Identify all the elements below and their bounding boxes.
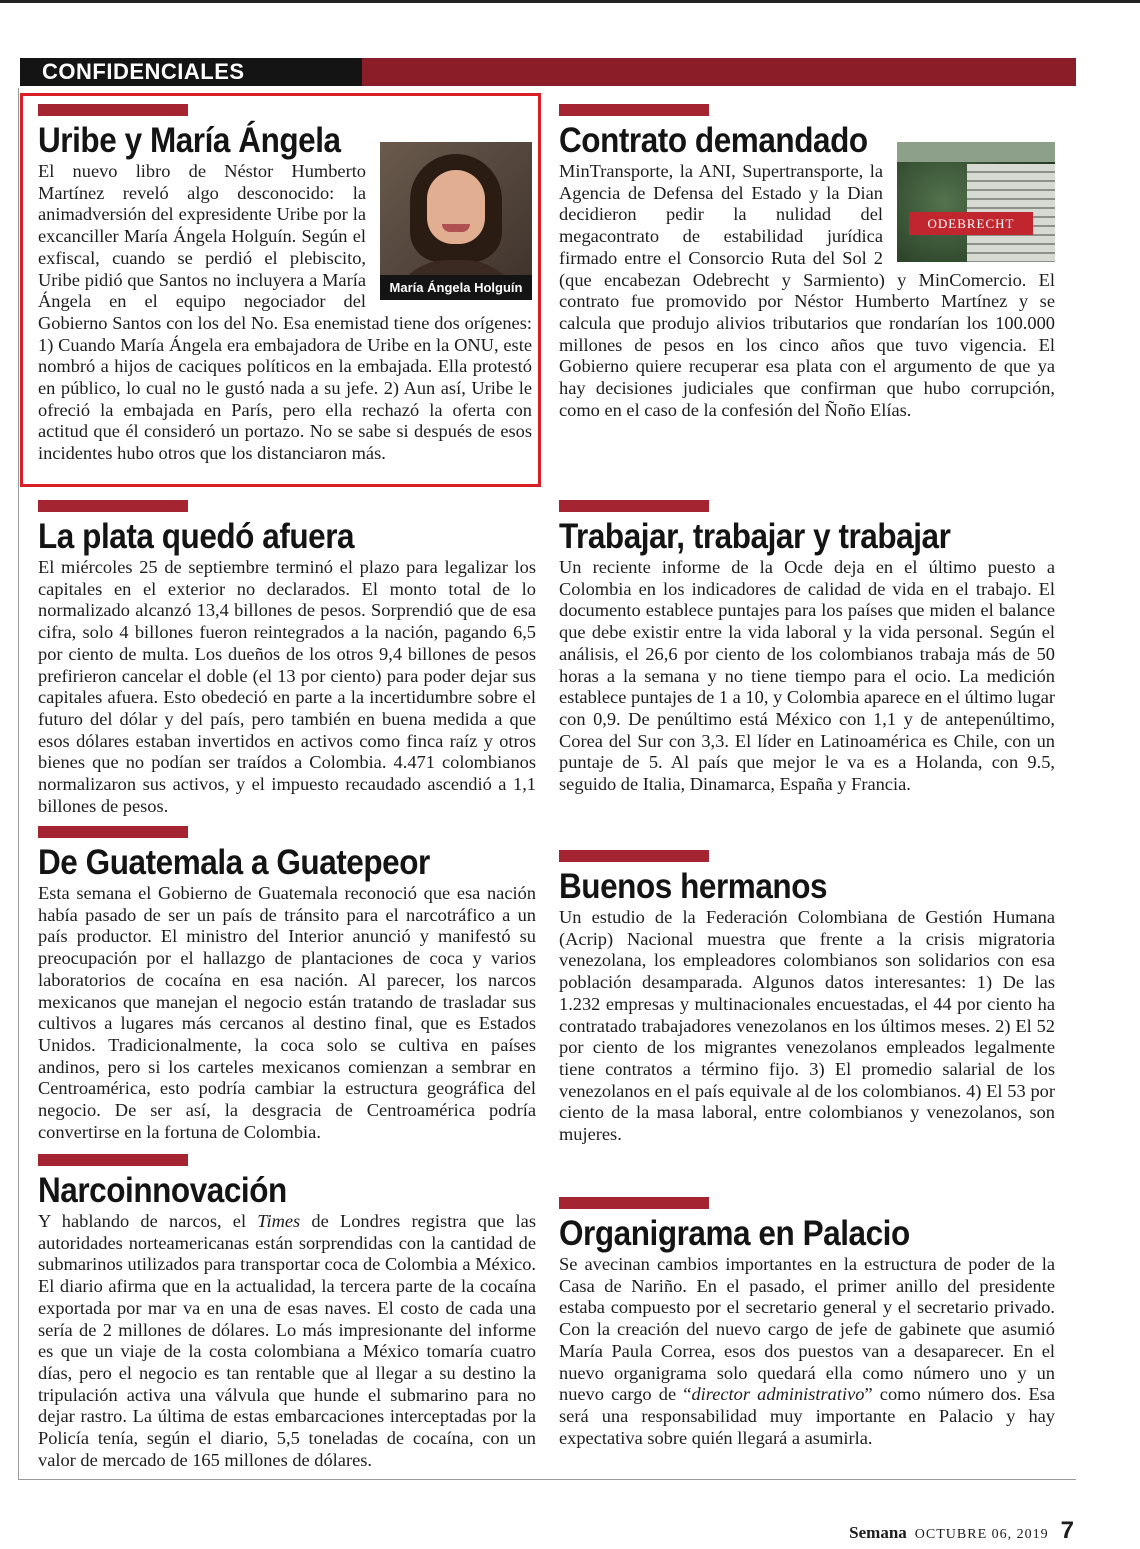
article-body [559, 1254, 1055, 1449]
headline: Contrato demandado [559, 121, 868, 160]
section-bar [38, 500, 188, 512]
issue-date: OCTUBRE 06, 2019 [914, 1527, 1049, 1542]
article-narco [38, 1154, 536, 1471]
headline: Organigrama en Palacio [559, 1214, 910, 1253]
headline: Trabajar, trabajar y trabajar [559, 517, 951, 556]
article-body: Un estudio de la Federación Colombiana de Gestión Humana (Acrip) Nacional muestra que frente a la crisis migratoria venezolana, los empleadores colombianos son solidarios con esa población desamparada. Algunos datos interesantes: 1) De las 1.232 empresas y multinacionales encuestadas, el 44 por ciento ha contratado trabajadores venezolanos en los últimos meses. 2) El 52 por ciento de los migrantes venezolanos empleados legalmente tiene contratos a término fijo. 3) El promedio salarial de los venezolanos en el país equivale al de los colombianos. 4) El 53 por ciento de la masa laboral, entre colombianos y venezolanos, son mujeres. [559, 907, 1055, 1145]
headline: Uribe y María Ángela [38, 121, 341, 160]
section-bar [38, 104, 188, 116]
body-text: Y hablando de narcos, el [38, 1211, 258, 1231]
newspaper-name: Times [257, 1211, 301, 1231]
headline: De Guatemala a Guatepeor [38, 843, 430, 882]
portrait-image [380, 142, 532, 300]
article-contrato [559, 104, 1055, 421]
article-plata [38, 500, 536, 817]
section-bar [559, 500, 709, 512]
page-left-rule [18, 88, 19, 1480]
body-text: de Londres registra que las autoridades norteamericanas están sorprendidas con la cantidad de submarinos utilizados para transportar coca de Colombia a México. El diario afirma que en la actualidad, la tercera parte de la cocaína exportada por mar va en una de esas naves. El costo de cada una sería de 2 millones de dólares. Lo más impresionante del informe es que un viaje de la costa colombiana a México tomaría cuatro días, pero el negocio es tan rentable que al llegar a su destino la tripulación activa una válvula que hunde el submarino para no dejar rastro. La última de estas embarcaciones interceptadas por la Policía tenía, según el diario, 5,5 toneladas de cocaína, con un valor de mercado de 165 millones de dólares. [38, 1211, 536, 1470]
headline: Buenos hermanos [559, 867, 828, 906]
section-bar [559, 104, 709, 116]
photo-caption: María Ángela Holguín [380, 275, 532, 300]
magazine-name: Semana [849, 1523, 907, 1542]
top-rule [0, 0, 1140, 3]
article-trabajar [559, 500, 1055, 796]
photo-odebrecht [897, 142, 1055, 262]
section-bar [559, 850, 709, 862]
article-uribe [38, 104, 532, 465]
section-banner [20, 58, 1076, 86]
headline: Narcoinnovación [38, 1171, 287, 1210]
article-body [38, 1211, 536, 1471]
article-guatemala [38, 826, 536, 1143]
article-body: El nuevo libro de Néstor Humberto Martínez reveló algo desconocido: la animadversión del expresidente Uribe por la excanciller María Ángela Holguín. Según el exfiscal, cuando se perdió el plebiscito, Uribe pidió que Santos no incluyera a María Ángela en el equipo negociador del Gobierno Santos con los del No. Esa enemistad tiene dos orígenes: 1) Cuando María Ángela era embajadora de Uribe en la ONU, este nombró a hijos de caciques políticos en la embajada. Ella protestó en público, lo cual no le gustó nada a su jefe. 2) Aun así, Uribe le ofreció la embajada en París, pero ella rechazó la oferta con actitud que él consideró un portazo. No se sabe si después de esos incidentes hubo otros que los distanciaron más. [38, 161, 532, 464]
section-label: CONFIDENCIALES [20, 58, 362, 86]
article-body: El miércoles 25 de septiembre terminó el plazo para legalizar los capitales en el exterior no declarados. El monto total de lo normalizado alcanzó 13,4 billones de pesos. Sorprendió que de esa cifra, solo 4 billones fueron reintegrados a la nación, pagando 6,5 por ciento de multa. Los dueños de los otros 9,4 billones de pesos prefirieron cancelar el doble (el 13 por ciento) para poder dejar sus capitales afuera. Esto obedeció en parte a la incertidumbre sobre el futuro del dólar y del país, pero también en buena medida a que esos dólares estaban invertidos en activos como finca raíz y otros bienes que no podían ser traídos a Colombia. 4.471 colombianos normalizaron sus activos, y el impuesto recaudado ascendió a 1,1 billones de pesos. [38, 557, 536, 816]
photo-maria-angela [380, 142, 532, 300]
quoted-title: director administrativo [691, 1384, 865, 1405]
article-body: MinTransporte, la ANI, Supertransporte, la Agencia de Defensa del Estado y la Dian decidieron pedir la nulidad del megacontrato de estabilidad jurídica firmado entre el Consorcio Ruta del Sol 2 (que encabezan Odebrecht y Sarmiento) y MinComercio. El contrato fue promovido por Néstor Humberto Martínez y se calcula que produjo alivios tributarios que rondarían los 100.000 millones de pesos en los cinco años que tuvo vigencia. El Gobierno quiere recuperar esa plata con el argumento de que ya hay decisiones judiciales que confirman que hubo corrupción, como en el caso de la confesión del Ñoño Elías. [559, 161, 1055, 420]
article-body: Un reciente informe de la Ocde deja en el último puesto a Colombia en los indicadores de calidad de vida en el trabajo. El documento establece puntajes para los países que miden el balance que debe existir entre la vida laboral y la vida personal. Según el análisis, el 26,6 por ciento de los colombianos trabaja más de 50 horas a la semana y no tiene tiempo para el ocio. La medición establece puntajes de 1 a 10, y Colombia aparece en el último lugar con 0,9. De penúltimo está México con 1,1 y de antepenúltimo, Corea del Sur con 3,3. El líder en Latinoamérica es Chile, con un puntaje de 5. Al país que mejor le va es a Holanda, con 9.5, seguido de Italia, Dinamarca, España y Francia. [559, 557, 1055, 795]
article-organigrama [559, 1197, 1055, 1449]
odebrecht-building-image [897, 142, 1055, 262]
page-bottom-rule [18, 1479, 1076, 1480]
section-bar [38, 826, 188, 838]
article-hermanos [559, 850, 1055, 1146]
page-footer [849, 1517, 1074, 1545]
headline: La plata quedó afuera [38, 517, 355, 556]
page-number: 7 [1060, 1517, 1074, 1544]
body-text: ” como número dos. Esa será una responsabilidad muy importante en Palacio y hay expectativa sobre quién llegará a asumirla. [559, 1384, 1055, 1448]
section-bar [559, 1197, 709, 1209]
body-text: Se avecinan cambios importantes en la estructura de poder de la Casa de Nariño. En el pasado, el primer anillo del presidente estaba compuesto por el secretario general y el secretario privado. Con la creación del nuevo cargo de jefe de gabinete que asumió María Paula Correa, esos dos puestos van a desaparecer. En el nuevo organigrama solo quedará ella como número uno y un nuevo cargo de “ [559, 1254, 1055, 1405]
section-bar [38, 1154, 188, 1166]
article-body: Esta semana el Gobierno de Guatemala reconoció que esa nación había pasado de ser un país de tránsito para el narcotráfico a un país productor. El ministro del Interior anunció y manifestó su preocupación por el hallazgo de plantaciones de coca y varios laboratorios de cocaína en esa nación. Al parecer, los narcos mexicanos que manejan el negocio están tratando de trasladar sus cultivos a lugares más cercanos al destino final, que es Estados Unidos. Tradicionalmente, la coca solo se cultiva en países andinos, pero si los carteles mexicanos comienzan a sembrar en Centroamérica, esto podría cambiar la estructura geográfica del negocio. De ser así, la desgracia de Centroamérica podría convertirse en la fortuna de Colombia. [38, 883, 536, 1142]
odebrecht-sign: ODEBRECHT [909, 212, 1033, 235]
